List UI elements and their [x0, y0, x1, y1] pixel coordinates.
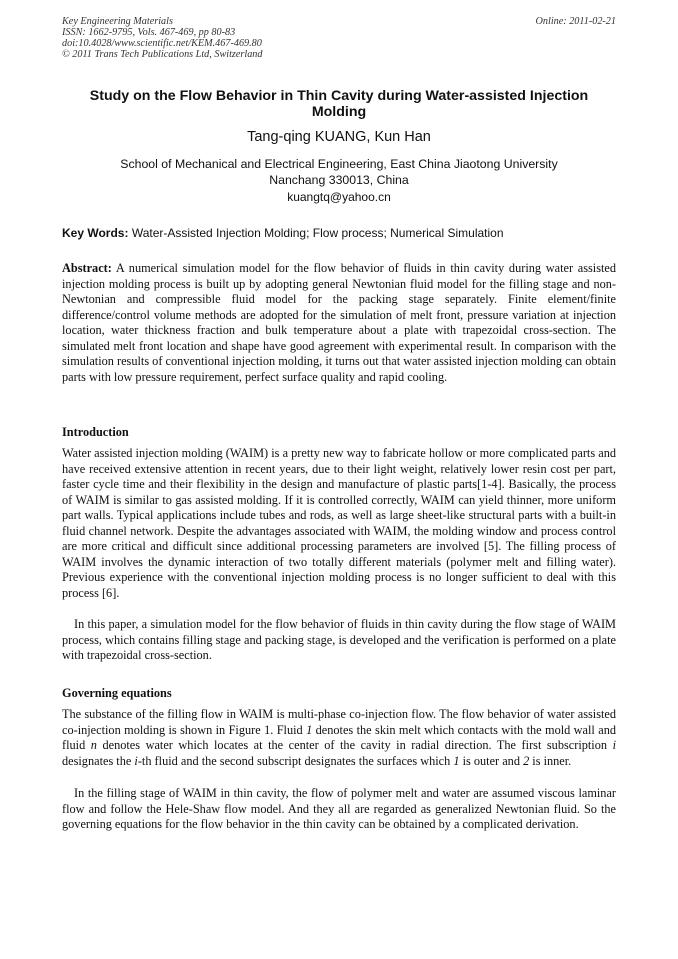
keywords-text: Water-Assisted Injection Molding; Flow process; Numerical Simulation	[131, 226, 504, 240]
journal-info	[62, 16, 262, 60]
italic-symbol: 1	[453, 753, 460, 768]
text-run: denotes the skin melt which contacts with the mold wall and fluid	[62, 722, 617, 752]
paper-title: Study on the Flow Behavior in Thin Cavity during Water-assisted Injection Molding	[89, 88, 589, 120]
introduction-paragraph-2: In this paper, a simulation model for the flow behavior of fluids in thin cavity during the flow stage of WAIM process, which contains filling stage and packing stage, is developed and the verification is performed on a plate with trapezoidal cross-section.	[62, 617, 616, 662]
governing-equations-heading: Governing equations	[62, 686, 172, 700]
email: kuangtq@yahoo.cn	[287, 190, 391, 204]
abstract	[62, 261, 616, 385]
copyright: © 2011 Trans Tech Publications Ltd, Switzerland	[62, 49, 263, 60]
text-run: The substance of the filling flow in WAIM is multi-phase co-injection flow. The flow behavior of water assisted co-injection molding is shown in Figure 1. Fluid	[62, 707, 616, 737]
italic-symbol: 1	[306, 722, 313, 737]
abstract-text: A numerical simulation model for the flow behavior of fluids in thin cavity during water assisted injection molding process is built up by adopting general Newtonian fluid model for the filling stage and non-Newtonian and compressible fluid model for the packing stage separately. Finite element/finite difference/control volume methods are adopted for the simulation of melt front, pressure variation at injection location, water thickness fraction and bulk temperature about a plate with trapezoidal cross-section. The simulated melt front location and shape have good agreement with experimental result. In comparison with the simulation results of conventional injection molding, it turns out that water assisted injection molding can obtain parts with low pressure requirement, perfect surface quality and rapid cooling.	[62, 261, 616, 384]
affiliation-line2: Nanchang 330013, China	[269, 173, 409, 187]
italic-symbol: i	[612, 738, 616, 752]
text-run: designates the	[62, 753, 135, 768]
italic-symbol: i	[134, 753, 138, 768]
governing-paragraph-2: In the filling stage of WAIM in thin cavity, the flow of polymer melt and water are assumed viscous laminar flow and follow the Hele-Shaw flow model. And they all are regarded as generalized Newtonian fluid. So the governing equations for the flow behavior in the thin cavity can be obtained by a complicated derivation.	[62, 786, 616, 831]
keywords	[62, 226, 616, 240]
affiliation-line1: School of Mechanical and Electrical Engineering, East China Jiaotong University	[120, 157, 558, 171]
text-run: is inner.	[529, 753, 572, 768]
doi: doi:10.4028/www.scientific.net/KEM.467-469.80	[62, 38, 262, 49]
text-run: denotes water which locates at the center of the cavity in radial direction. The first subscription	[96, 738, 613, 752]
affiliation	[62, 156, 616, 188]
italic-symbol: 2	[523, 753, 530, 768]
journal-name: Key Engineering Materials	[62, 16, 173, 27]
online-date: Online: 2011-02-21	[535, 16, 616, 27]
introduction-paragraph-1: Water assisted injection molding (WAIM) is a pretty new way to fabricate hollow or more complicated parts and have received extensive attention in recent years, due to their light weight, relatively lower resin cost per part, faster cycle time and their flexibility in the design and manufacture of plastic parts[1-4]. Basically, the process of WAIM is similar to gas assisted molding. If it is controlled correctly, WAIM can yield thinner, more uniform part walls. Typical applications include tubes and rods, as well as large sheet-like structural parts with a built-in fluid channel network. Despite the advantages associated with WAIM, the molding window and process control are more critical and difficult since additional processing parameters are involved [5]. The filling process of WAIM involves the dynamic interaction of two totally different materials (polymer melt and filling water). Previous experience with the conventional injection molding process is no longer sufficient to deal with this process [6].	[62, 446, 616, 600]
governing-paragraph-1	[62, 707, 616, 769]
text-run: -th fluid and the second subscript designates the surfaces which	[137, 753, 454, 768]
text-run: is outer and	[459, 753, 524, 768]
introduction-heading: Introduction	[62, 425, 129, 439]
issn: ISSN: 1662-9795, Vols. 467-469, pp 80-83	[62, 27, 236, 38]
italic-symbol: n	[90, 738, 97, 752]
abstract-label: Abstract:	[62, 261, 112, 275]
authors: Tang-qing KUANG, Kun Han	[247, 129, 431, 145]
keywords-label: Key Words:	[62, 226, 129, 240]
